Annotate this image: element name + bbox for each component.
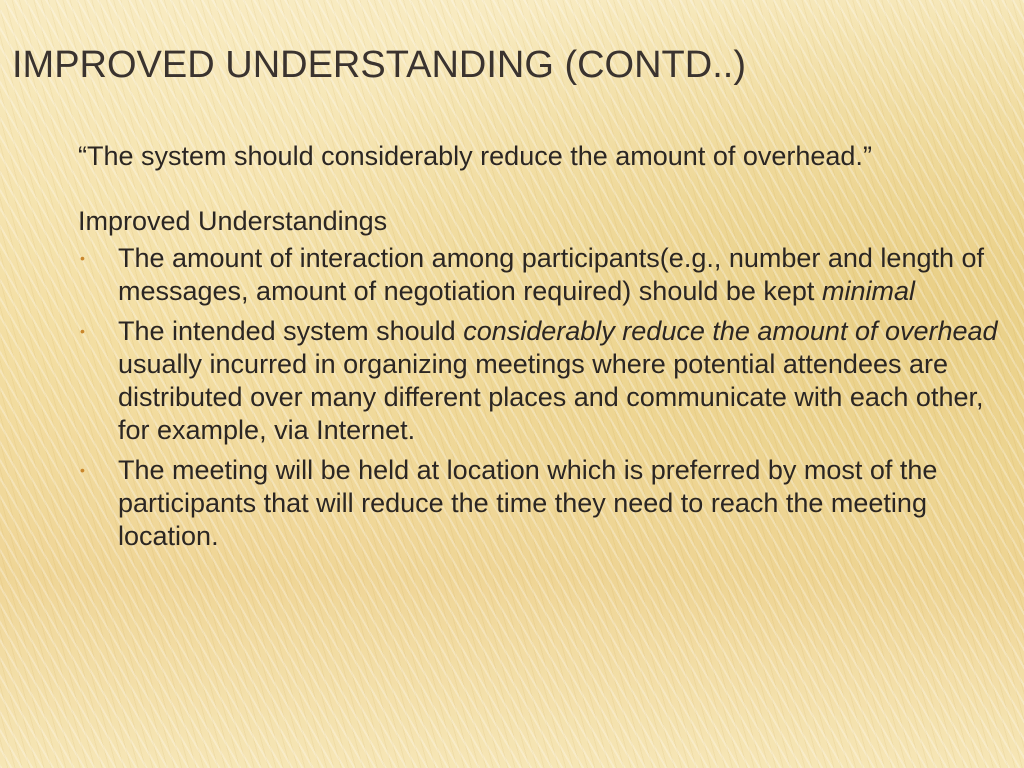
bullet-list	[78, 242, 1018, 553]
item-text-tail: usually incurred in organizing meetings where potential attendees are distributed over many different places and communicate with each other, for example, via Internet.	[118, 349, 984, 445]
item-text: The intended system should	[118, 316, 464, 346]
item-text: The meeting will be held at location which is preferred by most of the participants that will reduce the time they need to reach the meeting location.	[118, 455, 938, 551]
bullet-icon: •	[80, 323, 85, 339]
bullet-icon: •	[80, 250, 85, 266]
item-emphasis: considerably reduce the amount of overhead	[463, 316, 998, 346]
list-item	[78, 454, 1018, 553]
bullet-icon: •	[80, 462, 85, 478]
slide-body	[78, 140, 1018, 560]
item-text: The amount of interaction among participants(e.g., number and length of messages, amount of negotiation required) should be kept	[118, 243, 985, 306]
list-item	[78, 242, 1018, 308]
item-emphasis: minimal	[821, 276, 915, 306]
list-item	[78, 315, 1018, 447]
subheading: Improved Understandings	[78, 206, 388, 236]
quote-text: “The system should considerably reduce the amount of overhead.”	[78, 141, 872, 171]
slide-title: IMPROVED UNDERSTANDING (CONTD..)	[12, 44, 746, 86]
